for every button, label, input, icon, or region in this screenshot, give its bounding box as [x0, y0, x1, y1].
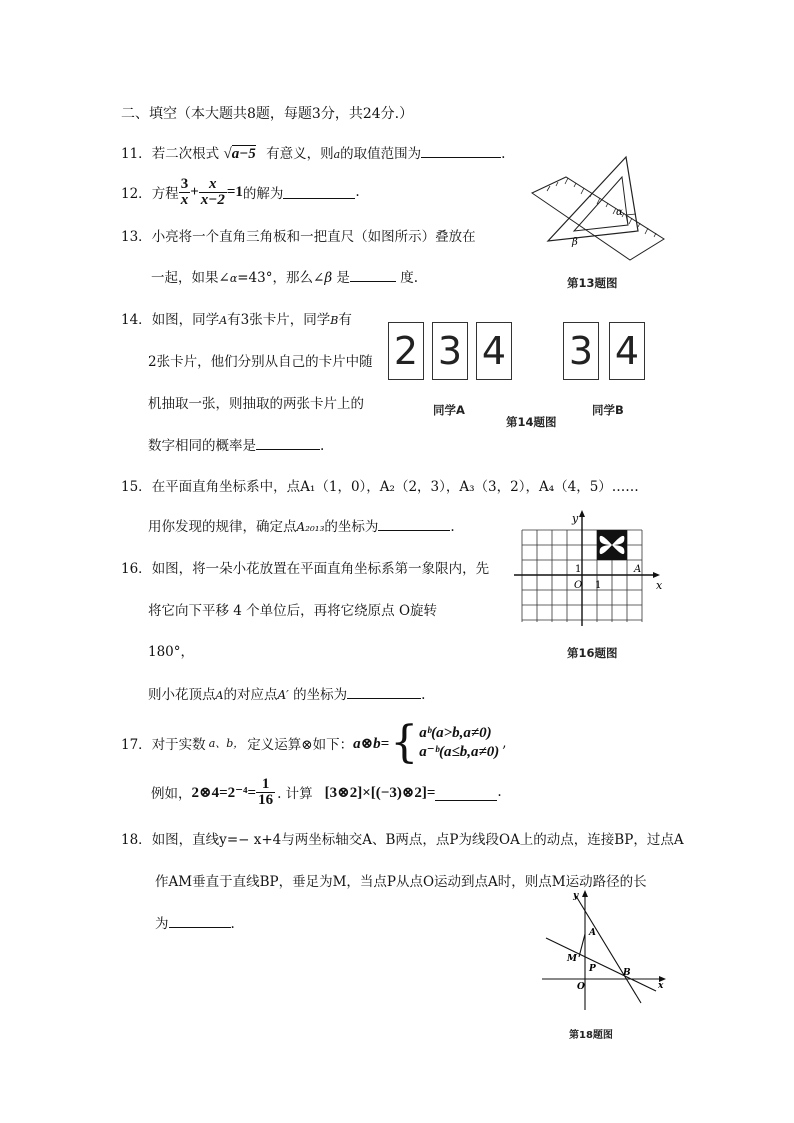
q17-lhs: a⊗b=: [353, 735, 390, 752]
q18-label-A: A: [589, 928, 596, 938]
q18-figure-caption: 第18题图: [569, 1030, 613, 1041]
q11-radical: √a−5: [223, 146, 256, 162]
q12-equals-one: =1: [226, 183, 243, 200]
card-b-2: 4: [609, 322, 645, 380]
q18-number: 18．: [121, 832, 152, 848]
q14-line4: 数字相同的概率是: [148, 438, 256, 454]
q12-f2-numerator: x: [209, 175, 217, 192]
question-15-line-2: [148, 515, 455, 535]
q13-number: 13．: [121, 229, 152, 245]
q16-end: .: [421, 687, 426, 703]
q16-origin: O: [574, 580, 583, 591]
q16-line-2: 将它向下平移 4 个单位后，再将它绕原点 O旋转: [148, 603, 438, 619]
q15-line2-post: 的坐标为: [324, 519, 379, 535]
q18-line-2: 作AM垂直于直线BP，垂足为M，当点P从点O运动到点A时，则点M运动路径的长: [155, 874, 647, 890]
q12-fraction-2: [199, 177, 227, 208]
x-axis-arrow: [653, 572, 660, 578]
q16-axis-x: x: [656, 579, 663, 592]
q17-answer-blank[interactable]: [435, 788, 497, 801]
q15-point-4: A₄（4，5）……: [538, 479, 639, 495]
y-axis-arrow: [582, 890, 588, 897]
q17-line1-post: 定义运算⊗如下：: [247, 737, 354, 753]
question-11: [121, 142, 505, 163]
q16-label-A: A: [634, 564, 642, 575]
question-14-line-1: [121, 308, 352, 328]
q16-figure: [512, 508, 672, 628]
q12-number: 12．: [121, 186, 152, 202]
segment-AM: [579, 934, 585, 957]
q17-ex-num: 1: [261, 775, 270, 792]
card-a-2: 3: [432, 322, 468, 380]
q16-axis-y: y: [572, 512, 579, 525]
question-15-line-1: [121, 475, 639, 495]
question-13-line-2: [151, 266, 418, 286]
q15-point-2: A₂（2，3），: [379, 479, 460, 495]
q15-point-1: A₁（1，0），: [300, 479, 380, 495]
q13-label-beta: β: [572, 237, 578, 248]
q14-answer-blank[interactable]: [256, 437, 320, 450]
section-heading: 二、填空（本大题共8题，每题3分，共24分.）: [121, 106, 414, 122]
q16-A: A: [215, 689, 224, 702]
q14-line1b: 有3张卡片，同学: [227, 312, 331, 328]
card-b-1: 3: [563, 322, 599, 380]
q17-case-2: a⁻ᵇ(a≤b,a≠0): [419, 744, 500, 760]
q13-answer-blank[interactable]: [350, 269, 396, 282]
question-14-line-4: [148, 434, 324, 454]
q14-line-2: 2张卡片，他们分别从自己的卡片中随: [148, 354, 373, 370]
q18-line1: 如图，直线y=− x+4与两坐标轴交A、B两点，点P为线段OA上的动点，连接BP，过点A: [151, 832, 684, 848]
q16-answer-blank[interactable]: [347, 686, 421, 699]
q15-answer-blank[interactable]: [378, 518, 450, 531]
line-AB: [576, 896, 641, 1003]
q18-label-P: P: [589, 964, 596, 974]
q15-line1: 在平面直角坐标系中，点: [151, 479, 301, 495]
q16-line4-mid: 的对应点: [223, 687, 278, 703]
q16-figure-caption: 第16题图: [567, 646, 618, 660]
q14-caption-a: 同学A: [433, 403, 465, 417]
question-17-line-1: [121, 718, 507, 768]
q17-cases: [419, 725, 499, 761]
q18-label-O: O: [577, 982, 585, 992]
q13-line2-post: 是: [336, 270, 350, 286]
q12-text-pre: 方程: [151, 186, 179, 202]
card-a-1: 2: [388, 322, 424, 380]
q17-ex-fraction: [256, 777, 275, 808]
ruler-icon: [532, 177, 664, 260]
q17-line1-pre: 对于实数: [151, 737, 206, 753]
q11-text-post2: 的取值范围为: [340, 146, 422, 162]
question-18-line-1: [121, 828, 684, 848]
q15-number: 15．: [121, 479, 152, 495]
flower-icon: [597, 530, 627, 560]
q17-ex-post: . 计算: [277, 786, 313, 802]
q12-end: .: [355, 184, 360, 200]
q13-line2-end: 度.: [400, 270, 419, 286]
question-18-line-3: [155, 912, 235, 932]
q18-line3: 为: [155, 916, 169, 932]
q17-case-1: aᵇ(a>b,a≠0): [419, 725, 492, 741]
q14-line1c: 有: [338, 312, 352, 328]
y-axis-arrow: [579, 510, 585, 517]
q13-alpha: α: [229, 272, 238, 285]
q11-text-pre: 若二次根式: [151, 146, 220, 162]
q16-line4-pre: 则小花顶点: [148, 687, 216, 703]
q13-line1: 小亮将一个直角三角板和一把直尺（如图所示）叠放在: [151, 229, 476, 245]
q11-number: 11．: [121, 146, 152, 162]
question-16-line-1: [121, 557, 489, 577]
q12-f2-denominator: x−2: [200, 191, 225, 208]
q11-radicand: a−5: [231, 146, 256, 162]
q12-fraction-1: [179, 177, 191, 208]
q17-calc: [3⊗2]×[(−3)⊗2]=: [324, 784, 436, 801]
q16-line4-post: 的坐标为: [293, 687, 348, 703]
q13-figure: [528, 155, 666, 267]
q11-answer-blank[interactable]: [421, 145, 501, 158]
q17-ex-expr: 2⊗4=2⁻⁴=: [191, 784, 257, 801]
question-17-line-2: [151, 773, 502, 811]
q16-line1: 如图，将一朵小花放置在平面直角坐标系第一象限内，先: [151, 561, 490, 577]
q17-ex-pre: 例如，: [151, 786, 192, 802]
q12-text-post: 的解为: [242, 186, 284, 202]
card-a-3: 4: [476, 322, 512, 380]
q16-number: 16．: [121, 561, 152, 577]
q18-figure: [538, 888, 674, 1016]
q13-line2-mid: =43°，那么∠: [237, 270, 325, 286]
q15-line2-pre: 用你发现的规律，确定点: [148, 519, 297, 535]
q18-label-M: M: [567, 954, 577, 964]
q14-figure-caption: 第14题图: [506, 415, 557, 429]
q15-target: A₂₀₁₃: [296, 520, 325, 534]
question-16-line-4: [148, 683, 425, 703]
question-13-line-1: [121, 225, 476, 245]
q14-number: 14．: [121, 312, 152, 328]
q17-vars: a、b，: [208, 737, 245, 750]
q17-end: .: [497, 784, 502, 800]
q14-line-3: 机抽取一张，则抽取的两张卡片上的: [148, 396, 364, 412]
q13-label-alpha: α: [616, 207, 623, 218]
q13-line2-pre: 一起，如果∠: [151, 270, 230, 286]
q14-A: A: [219, 314, 228, 327]
q12-f1-denominator: x: [180, 191, 189, 208]
question-12: [121, 173, 360, 211]
q18-label-B: B: [623, 968, 631, 978]
q15-point-3: A₃（3，2），: [459, 479, 539, 495]
q12-plus: +: [190, 183, 199, 200]
q12-f1-numerator: 3: [180, 175, 189, 192]
q18-end: .: [230, 916, 235, 932]
q12-answer-blank[interactable]: [283, 186, 355, 199]
q11-var: a: [333, 148, 341, 161]
q13-figure-caption: 第13题图: [567, 276, 618, 290]
q14-caption-b: 同学B: [592, 403, 624, 417]
q15-end: .: [450, 519, 455, 535]
q14-line4-end: .: [320, 438, 325, 454]
q16-one-y: 1: [575, 564, 582, 575]
q18-label-x: x: [658, 981, 664, 991]
q16-Aprime: A′: [277, 688, 289, 702]
q18-answer-blank[interactable]: [169, 915, 231, 928]
q17-number: 17．: [121, 737, 152, 753]
q11-end: .: [501, 146, 506, 162]
q16-one-x: 1: [595, 580, 602, 591]
q14-B: B: [330, 314, 339, 327]
line-BP: [546, 938, 656, 991]
q17-comma: ,: [502, 735, 507, 751]
q17-ex-den: 16: [258, 791, 274, 808]
q11-text-post: 有意义，则: [266, 146, 334, 162]
q16-line-3: 180°，: [148, 644, 195, 660]
q13-beta: β: [324, 270, 333, 286]
q18-label-y: y: [573, 891, 579, 901]
q14-line1: 如图，同学: [151, 312, 220, 328]
q17-brace: {: [390, 717, 419, 768]
